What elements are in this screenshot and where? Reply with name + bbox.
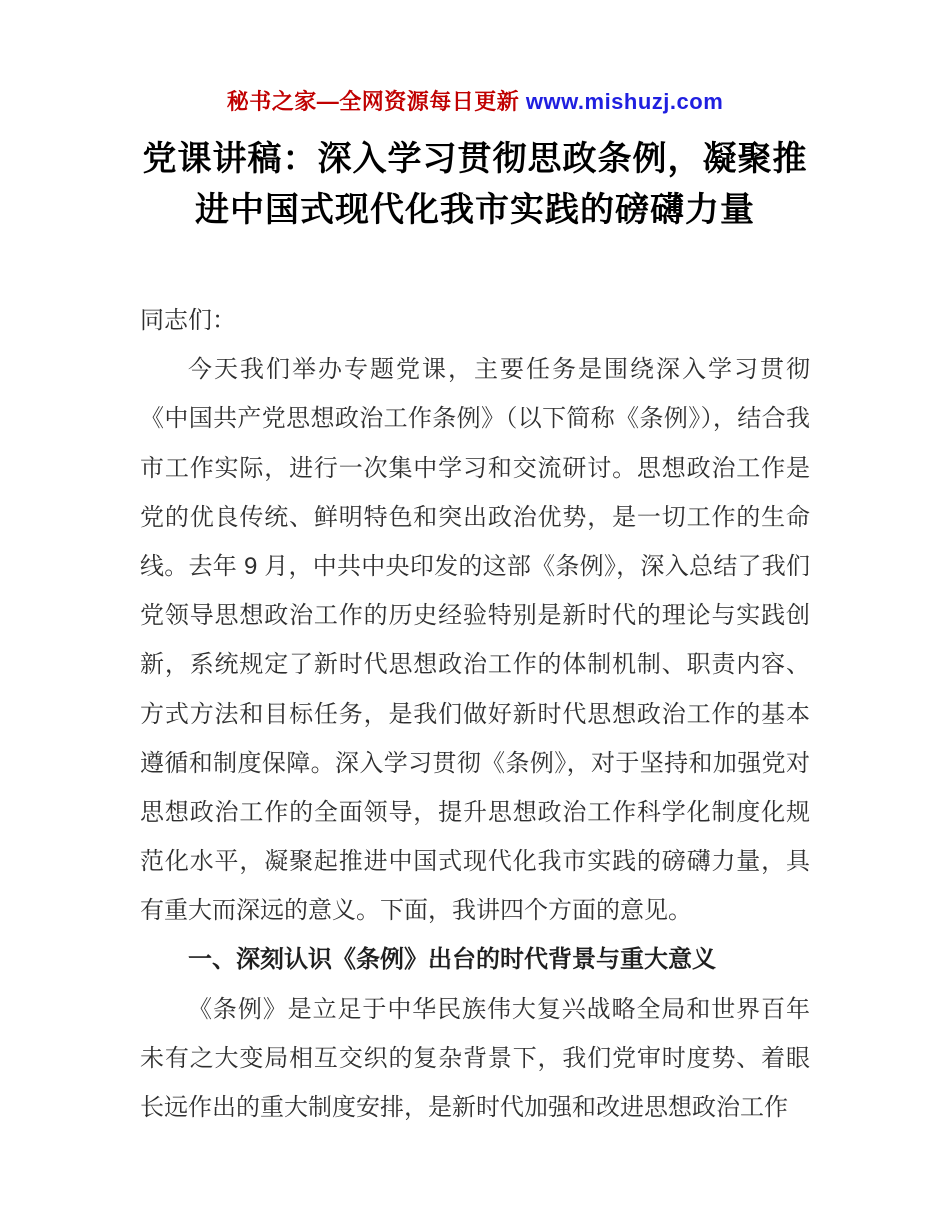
site-url-link[interactable]: www.mishuzj.com: [525, 89, 724, 114]
site-tagline: —全网资源每日更新: [316, 89, 526, 114]
document-title: 党课讲稿：深入学习贯彻思政条例，凝聚推进中国式现代化我市实践的磅礴力量: [142, 140, 808, 229]
paragraph-section-1: 《条例》是立足于中华民族伟大复兴战略全局和世界百年未有之大变局相互交织的复杂背景下，我们党审时度势、着眼长远作出的重大制度安排，是新时代加强和改进思想政治工作: [140, 995, 810, 1121]
paragraph-intro: 今天我们举办专题党课，主要任务是围绕深入学习贯彻《中国共产党思想政治工作条例》（以下简称《条例》），结合我市工作实际，进行一次集中学习和交流研讨。思想政治工作是党的优良传统、鲜明特色和突出政治优势，是一切工作的生命线。去年 9 月，中共中央印发的这部《条例》，深入总结了我们党领导思想政治工作的历史经验特别是新时代的理论与实践创新，系统规定了新时代思想政治工作的体制机制、职责内容、方式方法和目标任务，是我们做好新时代思想政治工作的基本遵循和制度保障。深入学习贯彻《条例》，对于坚持和加强党对思想政治工作的全面领导，提升思想政治工作科学化制度化规范化水平，凝聚起推进中国式现代化我市实践的磅礴力量，具有重大而深远的意义。下面，我讲四个方面的意见。: [140, 356, 810, 925]
salutation: 同志们：: [140, 307, 236, 334]
section-heading-1: 一、深刻认识《条例》出台的时代背景与重大意义: [188, 946, 716, 974]
document-body: [140, 296, 810, 1132]
site-brand: 秘书之家: [226, 89, 317, 114]
site-header: [140, 85, 810, 116]
